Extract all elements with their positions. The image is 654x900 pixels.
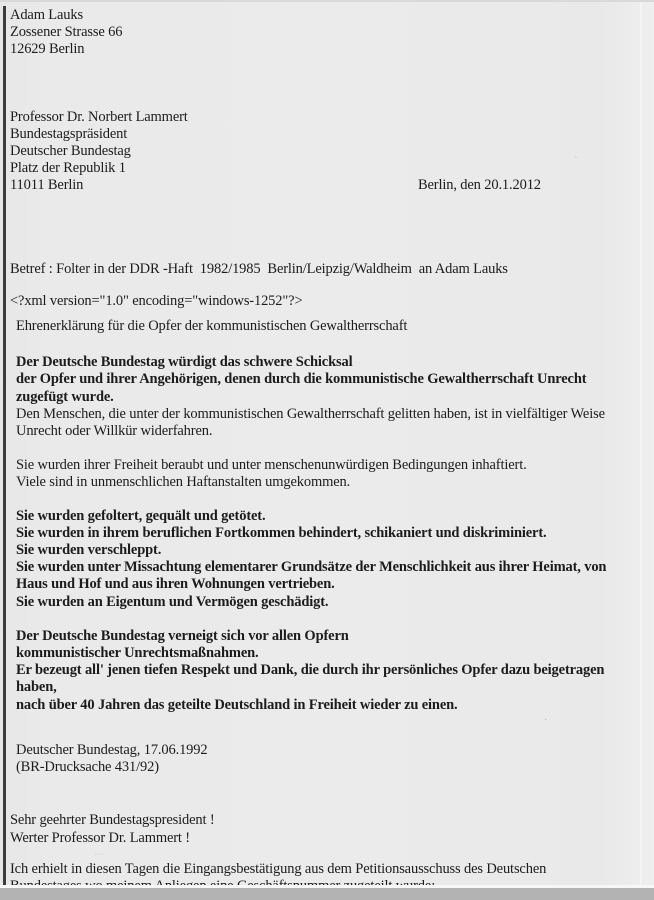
text-line: 12629 Berlin (10, 41, 85, 58)
salutation (10, 812, 646, 846)
body-blocks (10, 354, 646, 895)
text-line: nach über 40 Jahren das geteilte Deutschland in Freiheit wieder zu einen. (16, 696, 458, 713)
scan-artifact: … (94, 847, 105, 858)
date-line: Berlin, den 20.1.2012 (418, 177, 541, 193)
sie-wurden-list (10, 508, 646, 611)
text-line: kommunistischer Unrechtsmaßnahmen. (16, 645, 259, 662)
text-line: Ich erhielt in diesen Tagen die Eingangsbestätigung aus dem Petitionsausschuss des Deutschen (10, 860, 547, 877)
recipient-address (10, 109, 646, 195)
sender-address (10, 7, 646, 59)
text-line: Den Menschen, die unter der kommunistischen Gewaltherrschaft gelitten haben, ist in vielfältiger Weise (16, 405, 605, 422)
honor-intro-bold (10, 354, 646, 406)
text-line: Sie wurden ihrer Freiheit beraubt und unter menschenunwürdigen Bedingungen inhaftiert. (16, 457, 527, 474)
text-line: Zossener Strasse 66 (10, 24, 123, 41)
text-line: Sehr geehrter Bundestagspresident ! (10, 812, 215, 829)
text-line: Sie wurden gefoltert, gequält und getötet. (16, 507, 266, 524)
text-line: Haus und Hof und aus ihren Wohnungen vertrieben. (16, 576, 335, 593)
text-line: Der Deutsche Bundestag verneigt sich vor allen Opfern (16, 627, 349, 644)
text-line: haben, (16, 679, 57, 696)
subject-line: Betref : Folter in der DDR -Haft 1982/1985 Berlin/Leipzig/Waldheim an Adam Lauks (10, 260, 508, 277)
letter-body (10, 2, 646, 895)
text-line: Der Deutsche Bundestag würdigt das schwere Schicksal (16, 354, 353, 371)
text-line: Deutscher Bundestag (10, 143, 131, 160)
text-line: 11011 Berlin (10, 177, 84, 194)
text-line: Sie wurden verschleppt. (16, 542, 162, 559)
text-line: Platz der Republik 1 (10, 160, 126, 177)
text-line: Sie wurden an Eigentum und Vermögen geschädigt. (16, 593, 329, 610)
text-line: Deutscher Bundestag, 17.06.1992 (16, 741, 208, 758)
text-line: Bundestagspräsident (10, 125, 128, 142)
text-line: Sie wurden in ihrem beruflichen Fortkommen behindert, schikaniert und diskriminiert. (16, 524, 547, 541)
text-line: Adam Lauks (10, 7, 83, 23)
source-reference (10, 742, 646, 776)
declaration-title: Ehrenerklärung für die Opfer der kommunistischen Gewaltherrschaft (16, 318, 408, 335)
text-line: (BR-Drucksache 431/92) (16, 759, 159, 776)
text-line: zugefügt wurde. (16, 388, 114, 405)
honor-intro-text (10, 406, 646, 440)
text-line: Viele sind in unmenschlichen Haftanstalten umgekommen. (16, 474, 351, 491)
bundestag-bow (10, 628, 646, 714)
text-line: Werter Professor Dr. Lammert ! (10, 829, 190, 846)
scan-artifact: ` (574, 155, 578, 167)
scan-left-border (3, 6, 6, 890)
scan-bottom-edge (0, 885, 654, 900)
xml-declaration: <?xml version="1.0" encoding="windows-1252"?> (10, 292, 303, 309)
text-line: Unrecht oder Willkür widerfahren. (16, 423, 213, 440)
text-line: Er bezeugt all' jenen tiefen Respekt und Dank, die durch ihr persönliches Opfer dazu beigetragen (16, 662, 605, 679)
text-line: Sie wurden unter Missachtung elementarer Grundsätze der Menschlichkeit aus ihrer Heimat, von (16, 559, 607, 576)
freedom-paragraph (10, 457, 646, 491)
scan-artifact: · (544, 715, 548, 726)
text-line: Professor Dr. Norbert Lammert (10, 108, 188, 125)
text-line: der Opfer und ihrer Angehörigen, denen durch die kommunistische Gewaltherrschaft Unrecht (16, 371, 587, 388)
